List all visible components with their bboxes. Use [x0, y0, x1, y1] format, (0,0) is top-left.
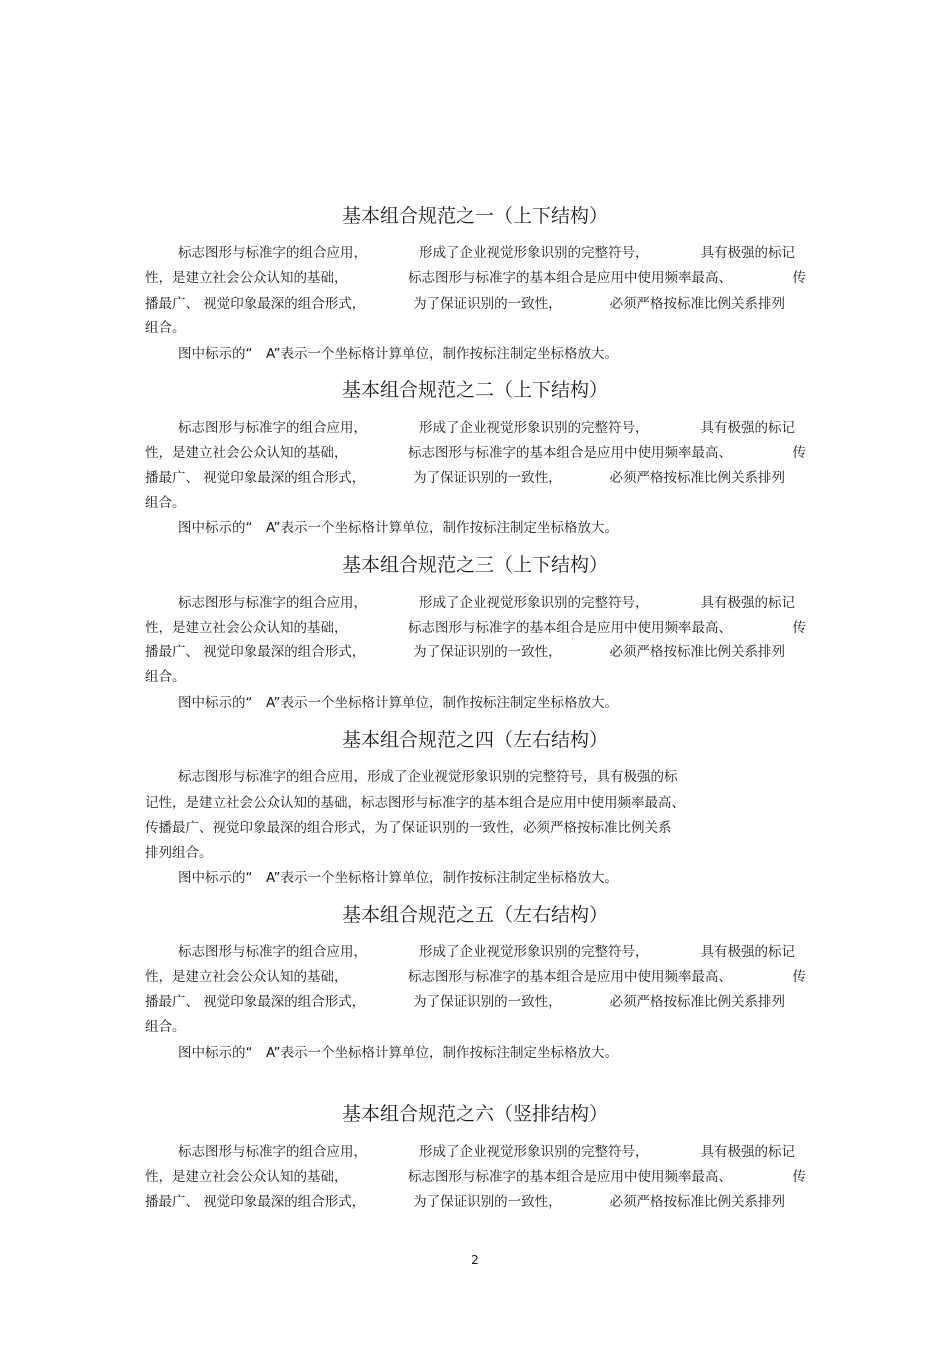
section-title: 基本组合规范之三（上下结构） [341, 554, 608, 576]
paragraph-line: 组合。 [145, 669, 186, 685]
paragraph-line: 性，是建立社会公众认知的基础， 标志图形与标准字的基本组合是应用中使用频率最高、 传 [145, 1169, 806, 1185]
paragraph-line: 性，是建立社会公众认知的基础， 标志图形与标准字的基本组合是应用中使用频率最高、 传 [145, 620, 806, 636]
paragraph-line: 标志图形与标准字的组合应用， 形成了企业视觉形象识别的完整符号， 具有极强的标记 [178, 1144, 795, 1160]
paragraph-line: 标志图形与标准字的组合应用， 形成了企业视觉形象识别的完整符号， 具有极强的标记 [178, 595, 795, 611]
paragraph-line: 组合。 [145, 495, 186, 511]
page-number: 2 [471, 1253, 479, 1267]
unit-note: 图中标示的“ A”表示一个坐标格计算单位，制作按标注制定坐标格放大。 [178, 520, 619, 536]
paragraph-line: 记性，是建立社会公众认知的基础，标志图形与标准字的基本组合是应用中使用频率最高、 [145, 795, 685, 811]
paragraph-line: 播最广、 视觉印象最深的组合形式， 为了保证识别的一致性， 必须严格按标准比例关系排列 [145, 296, 785, 312]
paragraph-line: 性，是建立社会公众认知的基础， 标志图形与标准字的基本组合是应用中使用频率最高、 传 [145, 270, 806, 286]
paragraph-line: 播最广、 视觉印象最深的组合形式， 为了保证识别的一致性， 必须严格按标准比例关系排列 [145, 470, 785, 486]
unit-note: 图中标示的“ A”表示一个坐标格计算单位，制作按标注制定坐标格放大。 [178, 1045, 619, 1061]
section-title: 基本组合规范之二（上下结构） [341, 379, 608, 401]
section-title: 基本组合规范之五（左右结构） [341, 904, 608, 926]
paragraph-line: 标志图形与标准字的组合应用，形成了企业视觉形象识别的完整符号，具有极强的标 [178, 769, 678, 785]
paragraph-line: 播最广、 视觉印象最深的组合形式， 为了保证识别的一致性， 必须严格按标准比例关系排列 [145, 994, 785, 1010]
paragraph-line: 播最广、 视觉印象最深的组合形式， 为了保证识别的一致性， 必须严格按标准比例关系排列 [145, 644, 785, 660]
paragraph-line: 组合。 [145, 1019, 186, 1035]
unit-note: 图中标示的“ A”表示一个坐标格计算单位，制作按标注制定坐标格放大。 [178, 346, 619, 362]
paragraph-line: 组合。 [145, 320, 186, 336]
section-title: 基本组合规范之六（竖排结构） [341, 1103, 608, 1125]
paragraph-line: 性，是建立社会公众认知的基础， 标志图形与标准字的基本组合是应用中使用频率最高、 传 [145, 969, 806, 985]
section-title: 基本组合规范之四（左右结构） [341, 729, 608, 751]
unit-note: 图中标示的“ A”表示一个坐标格计算单位，制作按标注制定坐标格放大。 [178, 695, 619, 711]
unit-note: 图中标示的“ A”表示一个坐标格计算单位，制作按标注制定坐标格放大。 [178, 870, 619, 886]
paragraph-line: 标志图形与标准字的组合应用， 形成了企业视觉形象识别的完整符号， 具有极强的标记 [178, 944, 795, 960]
section-title: 基本组合规范之一（上下结构） [341, 205, 608, 227]
paragraph-line: 标志图形与标准字的组合应用， 形成了企业视觉形象识别的完整符号， 具有极强的标记 [178, 245, 795, 261]
paragraph-line: 排列组合。 [145, 845, 213, 861]
paragraph-line: 播最广、 视觉印象最深的组合形式， 为了保证识别的一致性， 必须严格按标准比例关系排列 [145, 1194, 785, 1210]
paragraph-line: 性，是建立社会公众认知的基础， 标志图形与标准字的基本组合是应用中使用频率最高、 传 [145, 445, 806, 461]
paragraph-line: 传播最广、视觉印象最深的组合形式，为了保证识别的一致性，必须严格按标准比例关系 [145, 820, 672, 836]
paragraph-line: 标志图形与标准字的组合应用， 形成了企业视觉形象识别的完整符号， 具有极强的标记 [178, 420, 795, 436]
